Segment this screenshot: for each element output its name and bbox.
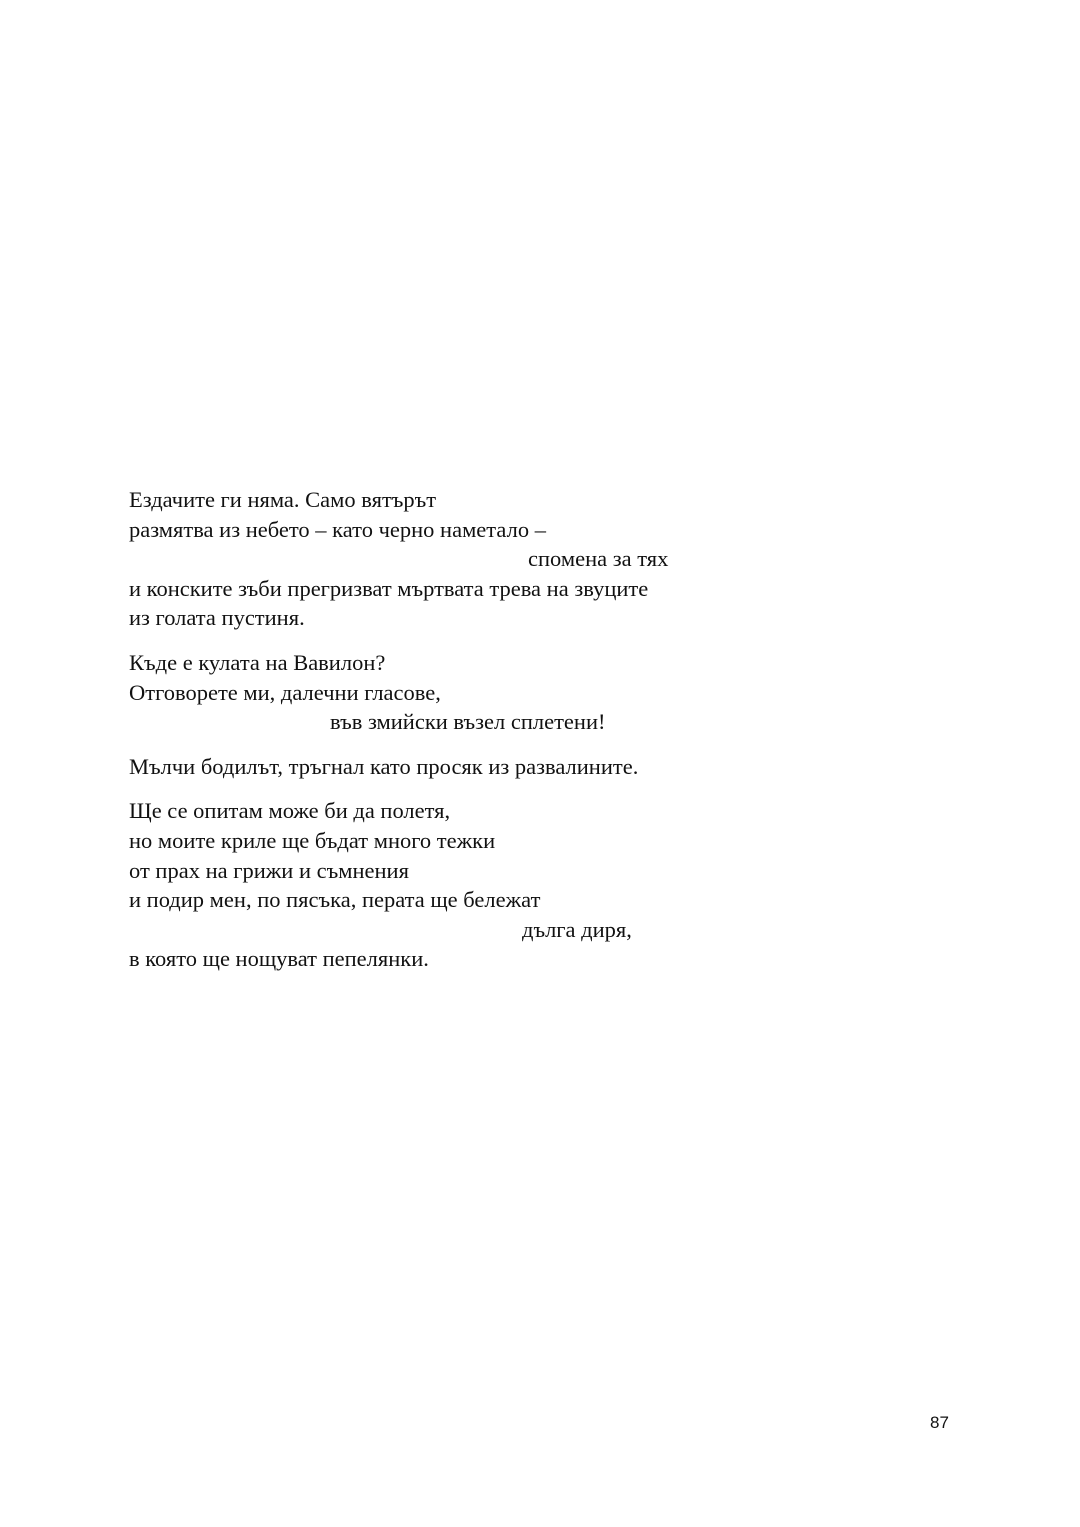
poem-line: Ще се опитам може би да полетя, (129, 798, 451, 824)
poem-line: и подир мен, по пясъка, перата ще бележат (129, 887, 541, 913)
poem-line: от прах на грижи и съмнения (129, 857, 409, 883)
page-number: 87 (930, 1413, 949, 1432)
poem-line: в която ще нощуват пепелянки. (129, 946, 429, 972)
poem (129, 485, 989, 989)
poem-line: из голата пустиня. (129, 605, 305, 631)
stanza-2 (129, 648, 989, 737)
stanza-3 (129, 752, 989, 782)
poem-line: спомена за тях (528, 546, 669, 572)
poem-line: размятва из небето – като черно наметало – (129, 516, 546, 542)
stanza-1 (129, 485, 989, 633)
poem-line: но моите криле ще бъдат много тежки (129, 827, 496, 853)
stanza-4 (129, 796, 989, 974)
poem-line: дълга диря, (522, 916, 632, 942)
poem-line: Отговорете ми, далечни гласове, (129, 679, 441, 705)
poem-line: във змийски възел сплетени! (330, 709, 606, 735)
poem-line: Къде е кулата на Вавилон? (129, 649, 386, 675)
poem-line: Мълчи бодилът, тръгнал като просяк из развалините. (129, 753, 639, 779)
poem-line: и конските зъби прегризват мъртвата трева на звуците (129, 575, 649, 601)
poem-line: Ездачите ги няма. Само вятърът (129, 487, 437, 512)
